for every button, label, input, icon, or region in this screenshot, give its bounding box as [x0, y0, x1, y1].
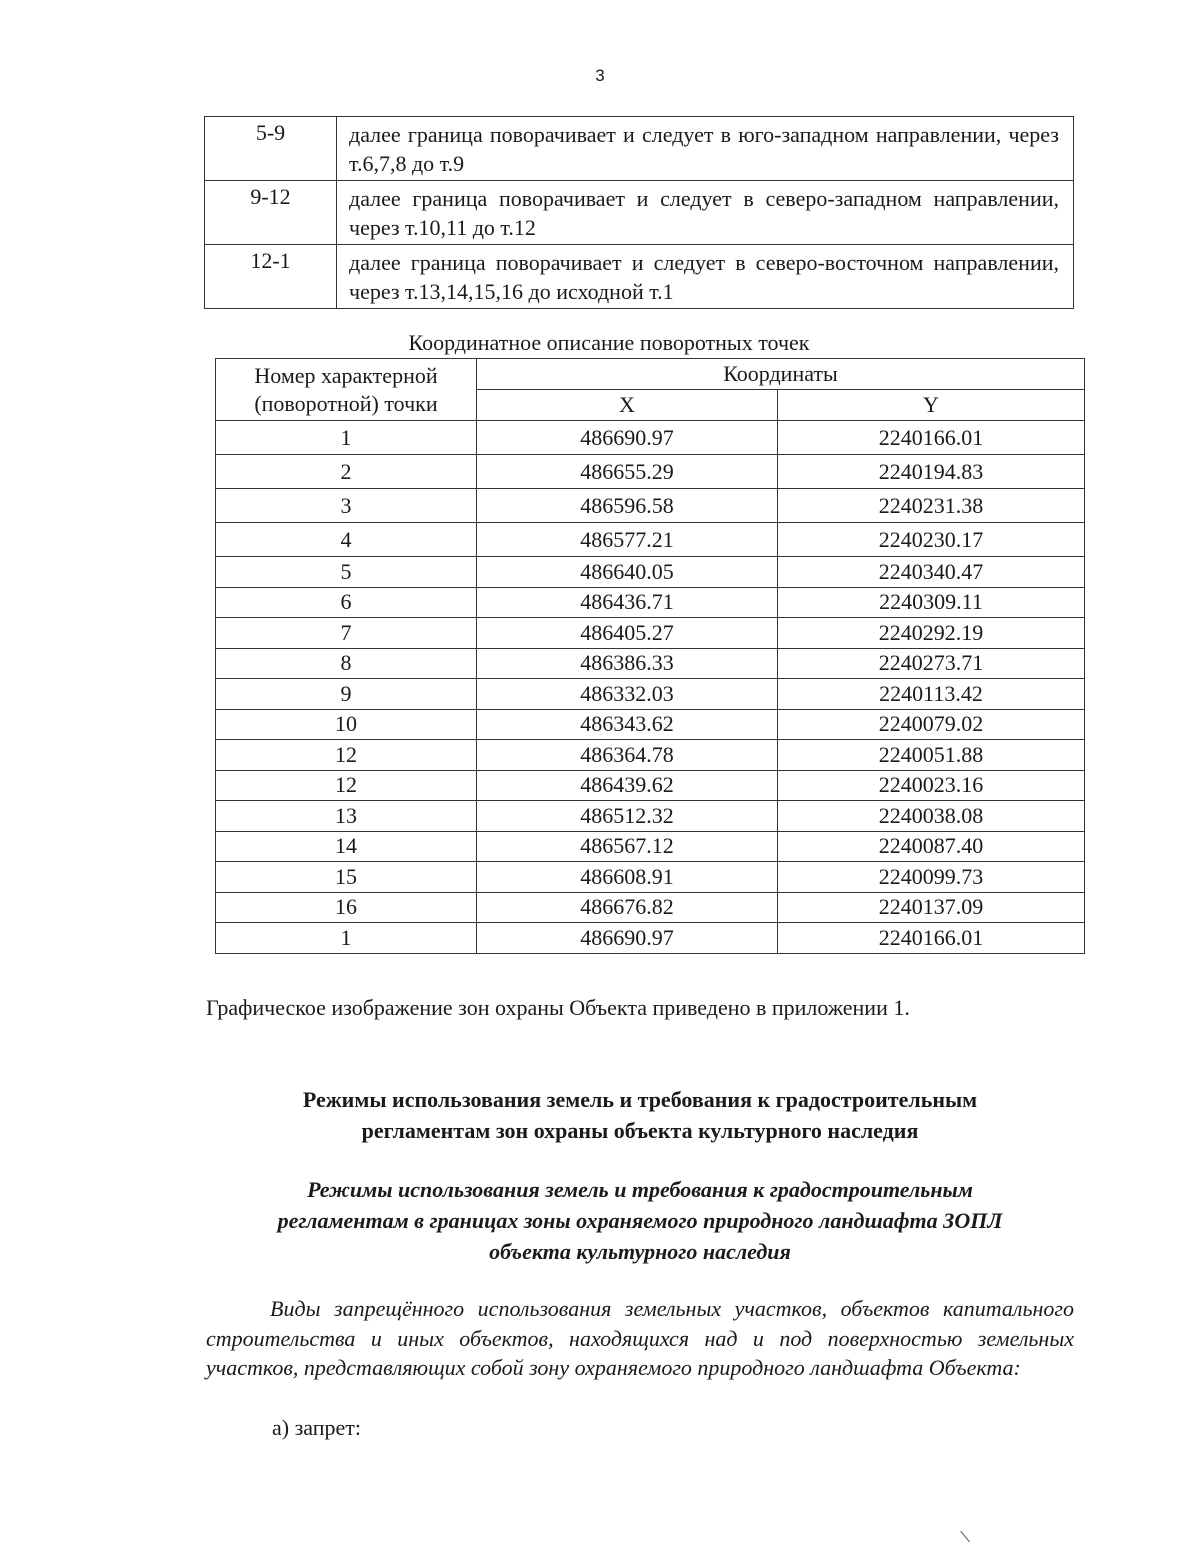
boundary-segment: 12-1 — [205, 245, 337, 309]
x-coordinate-cell: 486596.58 — [477, 489, 778, 523]
table-row — [216, 455, 1085, 489]
x-coordinate-cell: 486567.12 — [477, 831, 778, 862]
boundary-description: далее граница поворачивает и следует в северо-восточном направлении, через т.13,14,15,16 до исходной т.1 — [337, 245, 1074, 309]
boundary-description: далее граница поворачивает и следует в северо-западном направлении, через т.10,11 до т.12 — [337, 181, 1074, 245]
point-number-header-line2: (поворотной) точки — [254, 390, 438, 416]
point-number-cell: 10 — [216, 709, 477, 740]
table-row — [216, 587, 1085, 618]
coordinates-header: Координаты — [477, 359, 1085, 390]
y-coordinate-cell: 2240194.83 — [778, 455, 1085, 489]
boundary-row — [205, 117, 1074, 181]
x-coordinate-cell: 486386.33 — [477, 648, 778, 679]
x-coordinate-cell: 486436.71 — [477, 587, 778, 618]
boundary-row — [205, 245, 1074, 309]
boundary-description: далее граница поворачивает и следует в юго-западном направлении, через т.6,7,8 до т.9 — [337, 117, 1074, 181]
point-number-cell: 12 — [216, 770, 477, 801]
table-row — [216, 618, 1085, 649]
point-number-cell: 5 — [216, 557, 477, 588]
table-row — [216, 740, 1085, 771]
subsection-heading-line2: регламентам в границах зоны охраняемого природного ландшафта ЗОПЛ — [277, 1208, 1003, 1233]
subsection-heading — [205, 1174, 1075, 1267]
x-coordinate-cell: 486332.03 — [477, 679, 778, 710]
section-heading-line1: Режимы использования земель и требования к градостроительным — [302, 1087, 978, 1112]
table-row — [216, 421, 1085, 455]
x-coordinate-cell: 486676.82 — [477, 892, 778, 923]
table-row — [216, 862, 1085, 893]
point-number-cell: 12 — [216, 740, 477, 771]
table-row — [216, 709, 1085, 740]
boundary-segment: 5-9 — [205, 117, 337, 181]
y-coordinate-cell: 2240079.02 — [778, 709, 1085, 740]
point-number-cell: 14 — [216, 831, 477, 862]
coordinates-table — [215, 358, 1085, 954]
section-heading-line2: регламентам зон охраны объекта культурного наследия — [361, 1118, 919, 1143]
point-number-cell: 9 — [216, 679, 477, 710]
x-coordinate-cell: 486405.27 — [477, 618, 778, 649]
x-coordinate-cell: 486690.97 — [477, 923, 778, 954]
scan-mark — [960, 1531, 970, 1543]
x-coordinate-cell: 486364.78 — [477, 740, 778, 771]
point-number-cell: 16 — [216, 892, 477, 923]
section-heading — [205, 1084, 1075, 1146]
x-coordinate-cell: 486577.21 — [477, 523, 778, 557]
y-coordinate-cell: 2240292.19 — [778, 618, 1085, 649]
boundary-row — [205, 181, 1074, 245]
coordinates-table-caption: Координатное описание поворотных точек — [408, 330, 810, 355]
y-coordinate-cell: 2240166.01 — [778, 421, 1085, 455]
prohibited-uses-paragraph: Виды запрещённого использования земельных участков, объектов капитального строительства и иных объектов, находящихся над и под поверхностью земельных участков, представляющих собой зону охраняемого природного ландшафта Объекта: — [206, 1296, 1074, 1380]
table-row — [216, 770, 1085, 801]
y-coordinate-cell: 2240166.01 — [778, 923, 1085, 954]
y-coordinate-cell: 2240038.08 — [778, 801, 1085, 832]
y-coordinate-cell: 2240113.42 — [778, 679, 1085, 710]
table-row — [216, 831, 1085, 862]
point-number-cell: 8 — [216, 648, 477, 679]
x-coordinate-cell: 486640.05 — [477, 557, 778, 588]
point-number-header — [216, 359, 477, 421]
table-row — [216, 679, 1085, 710]
table-row — [216, 523, 1085, 557]
y-coordinate-cell: 2240137.09 — [778, 892, 1085, 923]
point-number-cell: 1 — [216, 421, 477, 455]
subsection-heading-line1: Режимы использования земель и требования к градостроительным — [307, 1177, 973, 1202]
point-number-cell: 15 — [216, 862, 477, 893]
page-number: 3 — [595, 66, 605, 85]
coordinates-header-row — [216, 359, 1085, 390]
point-number-cell: 7 — [216, 618, 477, 649]
point-number-cell: 6 — [216, 587, 477, 618]
y-coordinate-cell: 2240099.73 — [778, 862, 1085, 893]
table-row — [216, 923, 1085, 954]
table-row — [216, 489, 1085, 523]
table-row — [216, 648, 1085, 679]
point-number-cell: 3 — [216, 489, 477, 523]
y-coordinate-cell: 2240231.38 — [778, 489, 1085, 523]
x-coordinate-cell: 486512.32 — [477, 801, 778, 832]
x-coordinate-cell: 486690.97 — [477, 421, 778, 455]
y-coordinate-cell: 2240340.47 — [778, 557, 1085, 588]
boundary-description-table — [204, 116, 1074, 309]
y-coordinate-cell: 2240051.88 — [778, 740, 1085, 771]
y-coordinate-cell: 2240273.71 — [778, 648, 1085, 679]
point-number-cell: 1 — [216, 923, 477, 954]
point-number-cell: 13 — [216, 801, 477, 832]
table-row — [216, 801, 1085, 832]
point-number-cell: 4 — [216, 523, 477, 557]
y-coordinate-cell: 2240023.16 — [778, 770, 1085, 801]
y-coordinate-cell: 2240087.40 — [778, 831, 1085, 862]
table-row — [216, 557, 1085, 588]
x-coordinate-cell: 486343.62 — [477, 709, 778, 740]
annex-reference-paragraph: Графическое изображение зон охраны Объекта приведено в приложении 1. — [206, 995, 910, 1020]
point-number-cell: 2 — [216, 455, 477, 489]
x-coordinate-cell: 486439.62 — [477, 770, 778, 801]
boundary-segment: 9-12 — [205, 181, 337, 245]
x-coordinate-cell: 486608.91 — [477, 862, 778, 893]
y-coordinate-cell: 2240230.17 — [778, 523, 1085, 557]
y-column-header: Y — [778, 390, 1085, 421]
table-row — [216, 892, 1085, 923]
list-item-a: а) запрет: — [272, 1415, 362, 1440]
y-coordinate-cell: 2240309.11 — [778, 587, 1085, 618]
x-coordinate-cell: 486655.29 — [477, 455, 778, 489]
x-column-header: X — [477, 390, 778, 421]
point-number-header-line1: Номер характерной — [254, 362, 438, 388]
subsection-heading-line3: объекта культурного наследия — [489, 1239, 791, 1264]
